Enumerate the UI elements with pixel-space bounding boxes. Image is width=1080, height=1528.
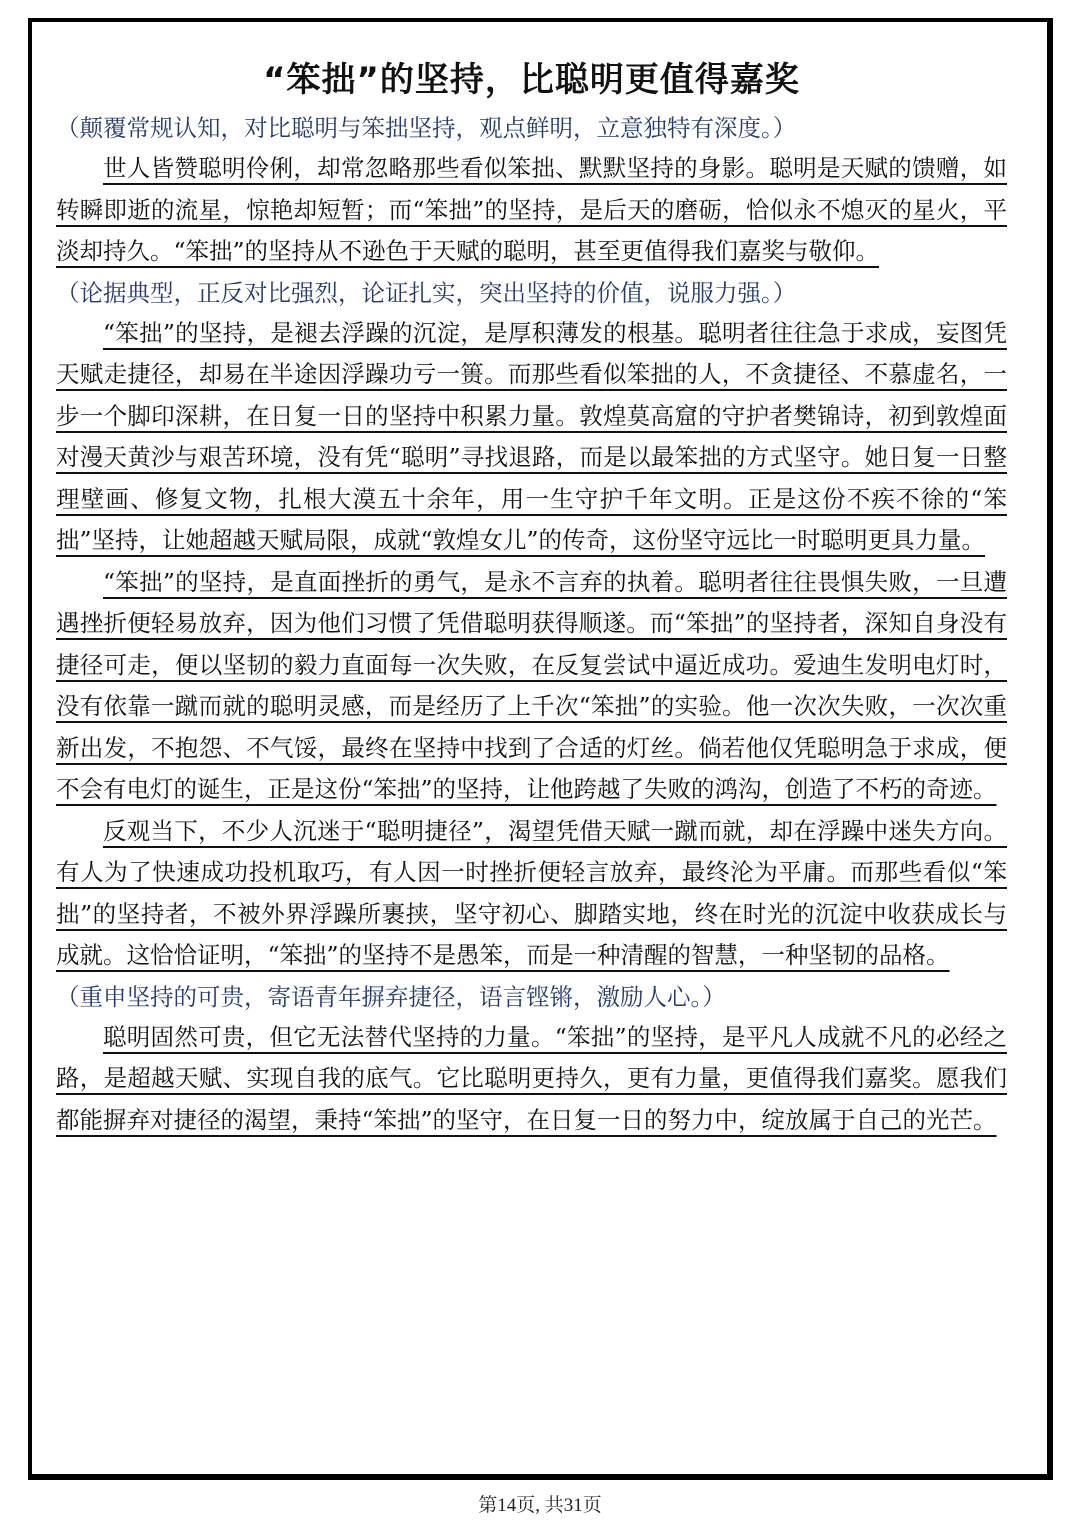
paragraph-2 [56,313,1007,562]
paragraph-1-text: 世人皆赞聪明伶俐，却常忽略那些看似笨拙、默默坚持的身影。聪明是天赋的馈赠，如转瞬即逝的流星，惊艳却短暂；而“笨拙”的坚持，是后天的磨砺，恰似永不熄灭的星火，平淡却持久。“笨拙”的坚持从不逊色于天赋的聪明，甚至更值得我们嘉奖与敬仰。 [56,154,1007,265]
paragraph-5-text: 聪明固然可贵，但它无法替代坚持的力量。“笨拙”的坚持，是平凡人成就不凡的必经之路，是超越天赋、实现自我的底气。它比聪明更持久，更有力量，更值得我们嘉奖。愿我们都能摒弃对捷径的渴望，秉持“笨拙”的坚守，在日复一日的努力中，绽放属于自己的光芒。 [56,1022,1007,1134]
essay-body [56,58,1007,1141]
comment-2: （论据典型，正反对比强烈，论证扎实，突出坚持的价值，说服力强。） [56,278,797,307]
paragraph-3 [56,562,1007,811]
page-number: 第14页, 共31页 [478,1495,602,1516]
paragraph-4 [56,811,1007,977]
paragraph-4-text: 反观当下，不少人沉迷于“聪明捷径”，渴望凭借天赋一蹴而就，却在浮躁中迷失方向。有人为了快速成功投机取巧，有人因一时挫折便轻言放弃，最终沦为平庸。而那些看似“笨拙”的坚持者，不被外界浮躁所裹挟，坚守初心、脚踏实地，终在时光的沉淀中收获成长与成就。这恰恰证明，“笨拙”的坚持不是愚笨，而是一种清醒的智慧，一种坚韧的品格。 [56,816,1007,969]
comment-1: （颠覆常规认知，对比聪明与笨拙坚持，观点鲜明，立意独特有深度。） [56,114,797,142]
page-frame [28,18,1053,1480]
paragraph-5 [56,1017,1007,1142]
paragraph-3-text: “笨拙”的坚持，是直面挫折的勇气，是永不言弃的执着。聪明者往往畏惧失败，一旦遭遇挫折便轻易放弃，因为他们习惯了凭借聪明获得顺遂。而“笨拙”的坚持者，深知自身没有捷径可走，便以坚韧的毅力直面每一次失败，在反复尝试中逼近成功。爱迪生发明电灯时，没有依靠一蹴而就的聪明灵感，而是经历了上千次“笨拙”的实验。他一次次失败，一次次重新出发，不抱怨、不气馁，最终在坚持中找到了合适的灯丝。倘若他仅凭聪明急于求成，便不会有电灯的诞生，正是这份“笨拙”的坚持，让他跨越了失败的鸿沟，创造了不朽的奇迹。 [56,567,1007,803]
paragraph-1 [56,148,1007,273]
paragraph-2-text: “笨拙”的坚持，是褪去浮躁的沉淀，是厚积薄发的根基。聪明者往往急于求成，妄图凭天赋走捷径，却易在半途因浮躁功亏一篑。而那些看似笨拙的人，不贪捷径、不慕虚名，一步一个脚印深耕，在日复一日的坚持中积累力量。敦煌莫高窟的守护者樊锦诗，初到敦煌面对漫天黄沙与艰苦环境，没有凭“聪明”寻找退路，而是以最笨拙的方式坚守。她日复一日整理壁画、修复文物，扎根大漠五十余年，用一生守护千年文明。正是这份不疾不徐的“笨拙”坚持，让她超越天赋局限，成就“敦煌女儿”的传奇，这份坚守远比一时聪明更具力量。 [56,318,1007,554]
essay-title: “笨拙”的坚持，比聪明更值得嘉奖 [263,60,800,100]
comment-3: （重申坚持的可贵，寄语青年摒弃捷径，语言铿锵，激励人心。） [56,982,726,1011]
